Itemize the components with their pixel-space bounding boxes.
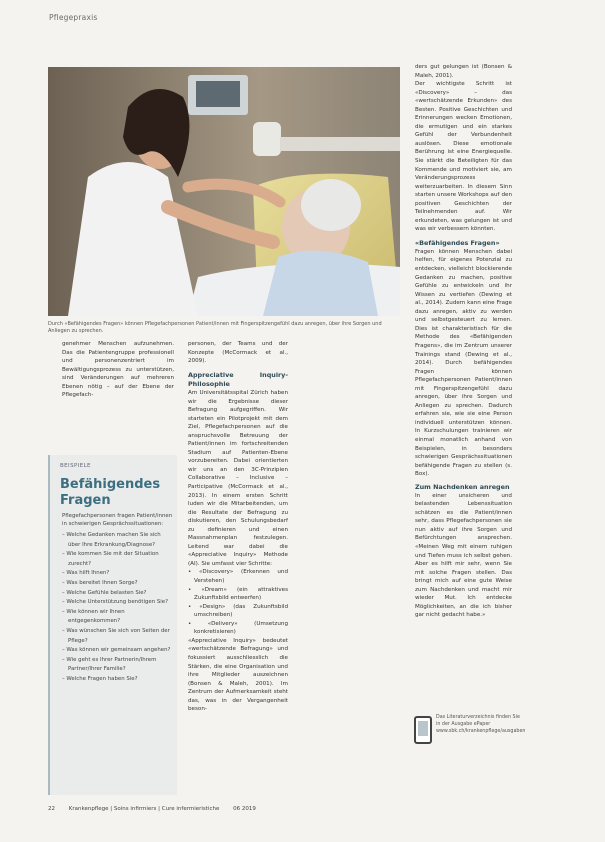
issue-number: 06 2019	[233, 806, 256, 812]
col3-paragraph-3: Fragen können Menschen dabei helfen, für eigenes Potenzial zu entdecken, vielleicht blockierende Gedanken zu machen, positive Gefühle zu entwickeln und ihr Wissen zu vertiefen (Dewing et al., 2014). Zudem kann eine Frage dazu anregen, aktiv zu werden und selbstgesteuert zu lernen. Dies ist charakteristisch für die Methode des «Befähigenden Fragens», die im Zentrum unserer Trainings stand (Dewing et al., 2014). Durch befähigendes Fragen können Pflegefachpersonen Patient/innen mit Fingerspitzengefühl dazu anregen, über ihre Sorgen und Anliegen zu sprechen. Dadurch erfahren sie, wie sie eine Person individuell unterstützen können. In Kurzschulungen trainieren wir einmal monatlich anhand von Beispielen, in besonders schwierigen Gesprächssituationen befähigende Fragen zu stellen (s. Box).	[415, 248, 512, 478]
col2-intro: personen, der Teams und der Konzepte (McCormack et al., 2009).	[188, 341, 288, 365]
heading-zum-nachdenken: Zum Nachdenken anregen	[415, 482, 510, 491]
col1-paragraph: genehmer Menschen aufzunehmen. Das die Patientengruppe professionell und personenzentriert im Bewältigungsprozess zu unterstützen, sind Veränderungen auf mehreren Ebenen nötig – auf der Ebene der Pflegefach-	[62, 341, 174, 399]
photo-illustration	[48, 67, 400, 316]
column-2	[188, 340, 400, 366]
column-1-text	[62, 340, 174, 400]
column-3	[415, 63, 512, 620]
question-item: – Wie kommen Sie mit der Situation zurecht?	[62, 551, 159, 567]
epaper-hint-text: Das Literaturverzeichnis finden Sie in der Ausgabe ePaper www.sbk.ch/krankenpflege/ausgaben	[436, 715, 526, 734]
col2-paragraph-1: Am Universitätsspital Zürich haben wir die Ergebnisse dieser Befragung aufgegriffen. Wir starteten ein Pilotprojekt mit dem Ziel, Pflegefachpersonen auf die anspruchsvolle Betreuung der Patient/innen im fortschreitenden Stadium auf Patienten-Ebene vorzubereiten. Dabei orientierten wir uns an den 3C-Prinzipien Collaborative – Inclusive – Participative (McCormack et al., 2013). In einem ersten Schritt luden wir die Mitarbeitenden, um die Resultate der Befragung zu diskutieren, den Schulungsbedarf zu definieren und einen Massnahmenplan festzulegen. Leitend war dabei die «Appreciative Inquiry» Methode (AI). Sie umfasst vier Schritte:	[188, 390, 288, 567]
publication-name: Krankenpflege | Soins infirmiers | Cure infermieristiche	[68, 806, 220, 812]
col3-paragraph-4: In einer unsicheren und belastenden Lebenssituation schätzen es die Patient/innen sehr, dass Pflegefachpersonen sie nun aktiv auf ihre Sorgen und Befürchtungen ansprechen. «Meinen Weg mit einem ruhigen und Tiefen muss ich selbst gehen. Aber es hilft mir sehr, wenn Sie mit solche Fragen stellen. Das bringt mich auf eine gute Weise zum Nachdenken und macht mir wieder Mut. Ich entdecke Möglichkeiten, an die ich bisher gar nicht gedacht habe.»	[415, 492, 512, 619]
question-item: – Welche Gedanken machen Sie sich über Ihre Erkrankung/Diagnose?	[62, 532, 161, 548]
examples-box	[48, 455, 177, 795]
patient-gown	[263, 251, 378, 316]
ai-step: • «Discovery» (Erkennen und Verstehen)	[188, 569, 288, 585]
ai-step: • «Dream» (ein attraktives Zukunftsbild entwerfen)	[188, 586, 288, 602]
epaper-hint	[414, 714, 526, 752]
question-item: – Was bereitet Ihnen Sorge?	[62, 579, 138, 586]
ai-step: • «Design» (das Zukunftsbild umschreiben)	[188, 603, 288, 619]
box-title: Befähigendes Fragen	[60, 477, 161, 508]
col3-paragraph-1: ders gut gelungen ist (Bonsen & Maleh, 2001).	[415, 64, 512, 79]
page-footer	[48, 806, 256, 812]
box-tag: BEISPIELE	[60, 463, 91, 469]
question-item: – Wie geht es Ihrer Partnerin/Ihrem Partner/Ihrer Familie?	[62, 656, 157, 673]
column-2-body	[188, 371, 288, 714]
question-item: – Welche Fragen haben Sie?	[62, 675, 138, 682]
question-list	[62, 531, 174, 685]
heading-appreciative-inquiry: Appreciative Inquiry-Philosophie	[188, 371, 288, 388]
question-item: – Was wünschen Sie sich von Seiten der Pflege?	[62, 627, 170, 644]
photo-caption: Durch «Befähigendes Fragen» können Pflegefachpersonen Patient/innen mit Fingerspitzengefühl dazu anregen, über ihre Sorgen und Anliegen zu sprechen.	[48, 321, 382, 334]
heading-befaehigendes-fragen: «Befähigendes Fragen»	[415, 238, 500, 247]
question-item: – Wie können wir Ihnen entgegenkommen?	[62, 608, 125, 625]
question-item: – Was hilft Ihnen?	[62, 570, 110, 577]
smartphone-icon	[414, 716, 432, 744]
ai-steps-list	[188, 568, 288, 636]
col2-paragraph-2: «Appreciative Inquiry» bedeutet «wertschätzende Befragung» und fokussiert ausschliesslich die Stärken, die eine Organisation und ihre Mitglieder auszeichnen (Bonsen & Maleh, 2001). Im Zentrum der Aufmerksamkeit steht das, was in der Vergangenheit beson-	[188, 637, 288, 713]
question-item: – Was können wir gemeinsam angehen?	[62, 647, 171, 654]
page-number: 22	[48, 806, 55, 812]
question-item: – Welche Unterstützung benötigen Sie?	[62, 599, 168, 606]
ai-step: • «Delivery» (Umsetzung konkretisieren)	[188, 620, 289, 636]
patient-hair	[301, 179, 361, 231]
question-item: – Welche Gefühle belasten Sie?	[62, 589, 147, 596]
article-photo	[48, 67, 400, 316]
section-header: Pflegepraxis	[49, 13, 98, 22]
box-intro: Pflegefachpersonen fragen Patient/innen in schwierigen Gesprächssituationen:	[62, 513, 173, 528]
col3-paragraph-2: Der wichtigste Schritt ist «Discovery» – das «wertschätzende Erkunden» des Besten. Positive Geschichten und Erinnerungen wecken Emotionen, die ermutigen und ein starkes Gefühl der Verbundenheit auslösen. Diese emotionale Berührung ist eine Energiequelle. Sie stärkt die Beteiligten für das Kommende und motiviert sie, am Veränderungsprozess weiterzuarbeiten. In diesem Sinn starten unsere Workshops auf den positiven Geschichten der Teilnehmenden auf. Wir erkundeten, was gelungen ist und was wir verbessern könnten.	[415, 81, 512, 233]
